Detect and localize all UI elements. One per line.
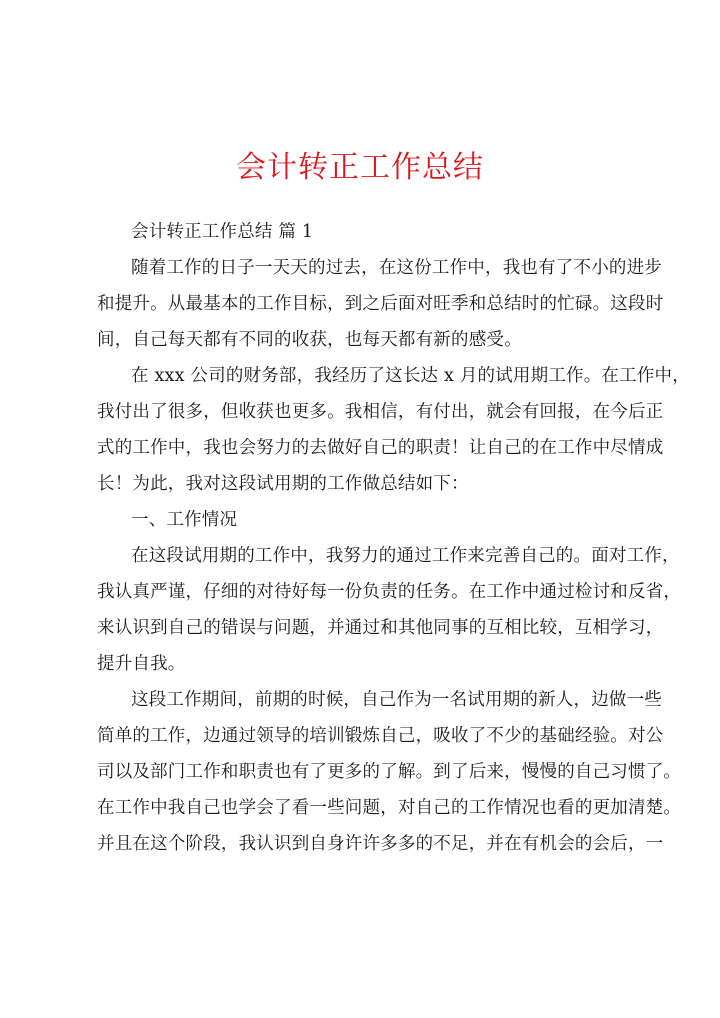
text-line: 我付出了很多，但收获也更多。我相信，有付出，就会有回报，在今后正 bbox=[97, 402, 664, 422]
document-title: 会计转正工作总结 bbox=[236, 150, 484, 185]
text-line: 在工作中我自己也学会了看一些问题，对自己的工作情况也看的更加清楚。 bbox=[97, 798, 682, 818]
text-line: 一、工作情况 bbox=[131, 510, 238, 530]
text-line: 长！为此，我对这段试用期的工作做总结如下： bbox=[97, 474, 469, 494]
text-line: 司以及部门工作和职责也有了更多的了解。到了后来，慢慢的自己习惯了。 bbox=[97, 762, 682, 782]
document-body bbox=[97, 214, 690, 862]
text-line: 并且在这个阶段，我认识到自身许许多多的不足，并在有机会的会后，一 bbox=[97, 834, 664, 854]
text-line: 简单的工作，边通过领导的培训锻炼自己，吸收了不少的基础经验。对公 bbox=[97, 726, 664, 746]
text-line: 在 xxx 公司的财务部，我经历了这长达 x 月的试用期工作。在工作中， bbox=[131, 366, 690, 386]
text-line: 提升自我。 bbox=[97, 654, 186, 674]
text-line: 式的工作中，我也会努力的去做好自己的职责！让自己的在工作中尽情成 bbox=[97, 438, 664, 458]
text-line: 来认识到自己的错误与问题，并通过和其他同事的互相比较，互相学习， bbox=[97, 618, 664, 638]
text-line: 在这段试用期的工作中，我努力的通过工作来完善自己的。面对工作， bbox=[131, 546, 680, 566]
text-line: 间，自己每天都有不同的收获，也每天都有新的感受。 bbox=[97, 330, 522, 350]
text-line: 会计转正工作总结 篇 1 bbox=[131, 222, 314, 242]
text-line: 我认真严谨，仔细的对待好每一份负责的任务。在工作中通过检讨和反省， bbox=[97, 582, 682, 602]
text-line: 随着工作的日子一天天的过去，在这份工作中，我也有了不小的进步 bbox=[131, 258, 662, 278]
text-line: 这段工作期间，前期的时候，自己作为一名试用期的新人，边做一些 bbox=[131, 690, 662, 710]
text-line: 和提升。从最基本的工作目标，到之后面对旺季和总结时的忙碌。这段时 bbox=[97, 294, 664, 314]
